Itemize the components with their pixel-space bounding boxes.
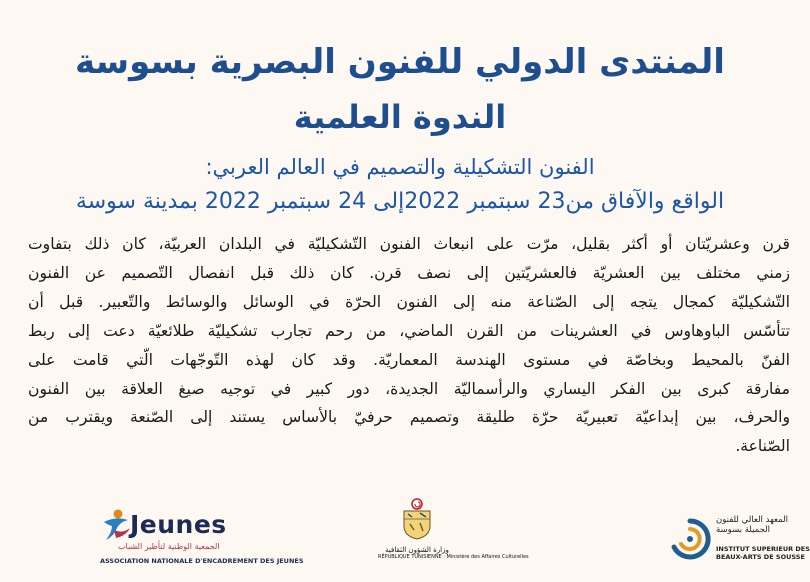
institute-arabic-name: المعهد العالي للفنون الجميلة بسوسة (716, 515, 788, 535)
body-text (28, 230, 790, 461)
ministry-french-name: RÉPUBLIQUE TUNISIENNE · Ministère des Affaires Culturelles (378, 554, 529, 560)
body-line: التّشكيليّة كمجال يتجه إلى الصّناعة منه إلى الفنون الحرّة في الوسائل والوسائط والتّعبير. قبل أن (28, 292, 790, 311)
jeunes-wordmark: Jeunes (130, 510, 227, 539)
body-line: الصّناعة. (735, 437, 790, 456)
body-line: قرن وعشريّتان أو أكثر بقليل، مرّت على انبعاث الفنون التّشكيليّة في البلدان العربيّة، كان ذلك بتفاوت (28, 235, 790, 253)
dates-subtitle: الواقع والآفاق من23 سبتمبر 2022إلى 24 سبتمبر 2022 بمدينة سوسة (75, 189, 725, 214)
jeunes-figure-icon (100, 508, 134, 542)
ministry-arabic-name: وزارة الشؤون الثقافية (385, 546, 449, 554)
ministry-logo (378, 498, 529, 578)
institute-french-name: INSTITUT SUPERIEUR DES BEAUX-ARTS DE SOUSSE (716, 545, 810, 561)
jeunes-french-name: ASSOCIATION NATIONALE D'ENCADREMENT DES JEUNES (100, 557, 304, 565)
jeunes-arabic-name: الجمعية الوطنية لتأطير الشباب (118, 542, 220, 551)
body-line: الفنّ بالمحيط وبخاصّة في مستوى الهندسة المعماريّة. وقد كان لهذه التّوجّهات الّتي قامت على (28, 350, 790, 369)
body-line: والحرف، بين إبداعيّة تعبيريّة حرّة طليقة وتصميم حرفيّ بالأساس يستند إلى الصّنعة ويقترب من (28, 408, 790, 427)
theme-subtitle: الفنون التشكيلية والتصميم في العالم العربي: (205, 155, 595, 179)
body-line: تتأسّس الباوهاوس في العشرينات من القرن الماضي، من رحم تجارب تشكيليّة طلائعيّة دعت إلى ربط (28, 321, 790, 340)
jeunes-logo (100, 508, 304, 574)
symposium-title: الندوة العلمية (293, 98, 507, 136)
body-line: مفارقة كبرى بين الفكر اليساري والرأسماليّة الجديدة، دور كبير في توجيه صيغ العلاقة بين الفنون (28, 379, 790, 398)
forum-title: المنتدى الدولي للفنون البصرية بسوسة (75, 42, 725, 82)
body-line: زمني مختلف بين العشريّة فالعشريّتين إلى نصف قرن. كان ذلك قبل انفصال التّصميم عن الفنون (28, 263, 790, 282)
institute-spiral-icon (668, 517, 712, 561)
tunisia-emblem-icon (400, 498, 434, 540)
institute-logo (668, 515, 810, 575)
